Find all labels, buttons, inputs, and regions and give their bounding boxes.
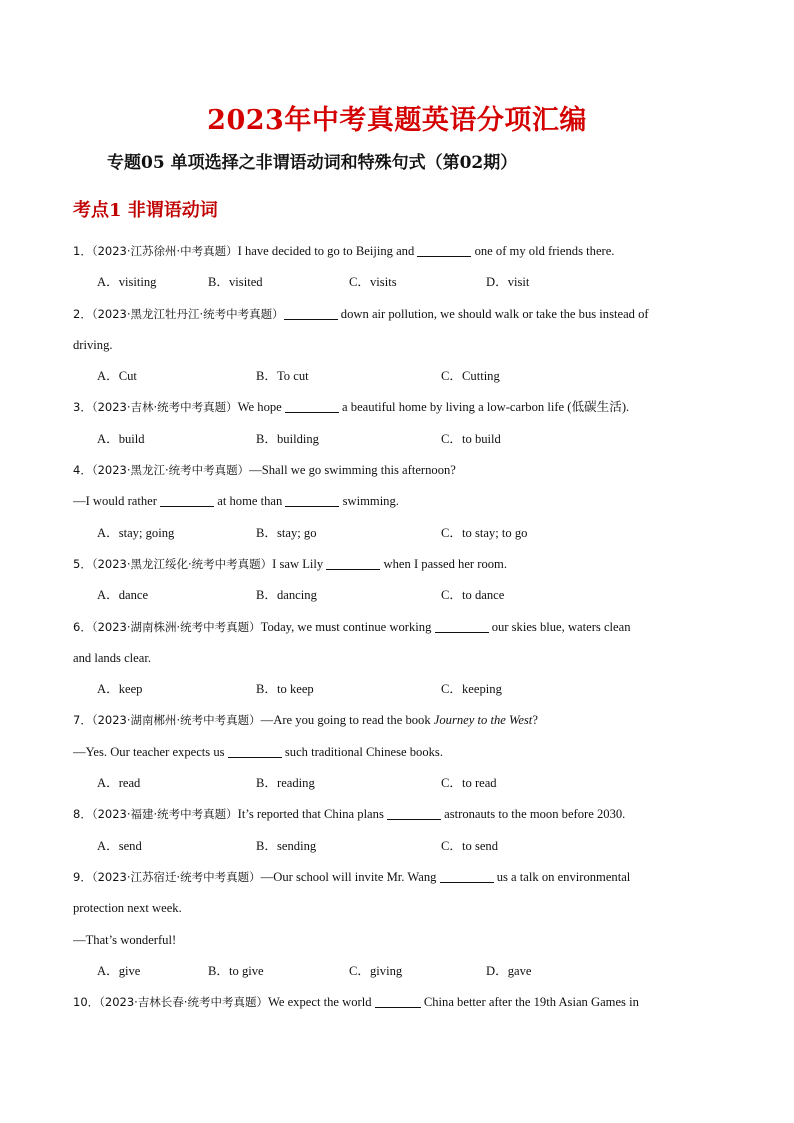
question-9-stem-cont: protection next week. <box>73 901 182 916</box>
question-source: 4．（2023·黑龙江·统考中考真题） <box>73 463 250 478</box>
question-4-stem: 4．（2023·黑龙江·统考中考真题）—Shall we go swimming this afternoon? <box>73 463 456 478</box>
question-7-options <box>73 770 733 801</box>
question-4-options <box>73 520 733 551</box>
question-source: 10．（2023·吉林长春·统考中考真题） <box>73 995 268 1010</box>
book-title: Journey to the West <box>433 713 533 728</box>
option-c[interactable]: C．to send <box>441 838 499 853</box>
option-d[interactable]: D．gave <box>486 963 532 978</box>
option-b[interactable]: B．sending <box>256 838 317 853</box>
question-8-options <box>73 833 733 864</box>
answer-blank <box>440 868 494 883</box>
question-source: 5．（2023·黑龙江绥化·统考中考真题） <box>73 556 273 571</box>
answer-blank <box>387 805 441 820</box>
answer-blank <box>375 993 421 1008</box>
option-d[interactable]: D．visit <box>486 275 530 290</box>
answer-blank <box>228 743 282 758</box>
question-source: 6．（2023·湖南株洲·统考中考真题） <box>73 619 261 634</box>
question-4-stem-cont: —I would rather at home than swimming. <box>73 494 399 509</box>
question-source: 1．（2023·江苏徐州·中考真题） <box>73 244 238 258</box>
answer-blank <box>160 492 214 507</box>
question-6-stem: 6．（2023·湖南株洲·统考中考真题）Today, we must continue working our skies blue, waters clean <box>73 619 631 634</box>
option-b[interactable]: B．to give <box>208 963 264 978</box>
option-a[interactable]: A．keep <box>97 682 143 697</box>
option-c[interactable]: C．giving <box>349 963 403 978</box>
answer-blank <box>326 555 380 570</box>
question-3-options <box>73 426 733 457</box>
option-c[interactable]: C．to dance <box>441 588 505 603</box>
option-c[interactable]: C．to read <box>441 776 497 791</box>
question-10-stem: 10．（2023·吉林长春·统考中考真题）We expect the world China better after the 19th Asian Games in <box>73 995 639 1010</box>
question-1-options <box>73 269 733 300</box>
question-list <box>73 238 733 1020</box>
answer-blank <box>284 305 338 320</box>
answer-blank <box>417 242 471 257</box>
option-a[interactable]: A．build <box>97 431 145 446</box>
option-b[interactable]: B．dancing <box>256 588 317 603</box>
option-c[interactable]: C．Cutting <box>441 369 500 384</box>
question-5-options <box>73 582 733 613</box>
question-source: 2．（2023·黑龙江牡丹江·统考中考真题） <box>73 306 284 321</box>
option-b[interactable]: B．building <box>256 431 319 446</box>
option-b[interactable]: B．visited <box>208 275 263 290</box>
question-9-options <box>73 958 733 989</box>
option-c[interactable]: C．keeping <box>441 682 502 697</box>
question-7-stem-cont: —Yes. Our teacher expects us such traditional Chinese books. <box>73 744 443 759</box>
question-9-stem: 9．（2023·江苏宿迁·统考中考真题）—Our school will invite Mr. Wang us a talk on environmental <box>73 869 631 884</box>
question-2-stem-cont: driving. <box>73 337 113 352</box>
question-8-stem: 8．（2023·福建·统考中考真题）It’s reported that China plans astronauts to the moon before 2030. <box>73 807 626 822</box>
option-a[interactable]: A．read <box>97 776 141 791</box>
section-heading: 考点1 非谓语动词 <box>73 200 218 221</box>
question-3-stem: 3．（2023·吉林·统考中考真题）We hope a beautiful home by living a low-carbon life (低碳生活). <box>73 400 630 415</box>
question-source: 9．（2023·江苏宿迁·统考中考真题） <box>73 869 261 884</box>
option-a[interactable]: A．give <box>97 963 141 978</box>
answer-blank <box>435 618 489 633</box>
option-a[interactable]: A．dance <box>97 588 149 603</box>
option-a[interactable]: A．stay; going <box>97 525 175 540</box>
option-c[interactable]: C．to stay; to go <box>441 525 528 540</box>
option-a[interactable]: A．visiting <box>97 275 157 290</box>
question-source: 3．（2023·吉林·统考中考真题） <box>73 400 238 415</box>
question-1-stem: 1．（2023·江苏徐州·中考真题）I have decided to go to Beijing and one of my old friends there. <box>73 244 615 258</box>
option-a[interactable]: A．Cut <box>97 369 137 384</box>
answer-blank <box>285 398 339 413</box>
question-9-reply: —That’s wonderful! <box>73 932 177 947</box>
document-subtitle: 专题05 单项选择之非谓语动词和特殊句式（第02期） <box>107 153 518 173</box>
option-c[interactable]: C．visits <box>349 275 397 290</box>
option-b[interactable]: B．To cut <box>256 369 309 384</box>
answer-blank <box>285 492 339 507</box>
question-6-options <box>73 676 733 707</box>
question-source: 7．（2023·湖南郴州·统考中考真题） <box>73 713 261 728</box>
option-c[interactable]: C．to build <box>441 431 501 446</box>
question-7-stem: 7．（2023·湖南郴州·统考中考真题）—Are you going to read the book Journey to the West? <box>73 713 538 728</box>
question-5-stem: 5．（2023·黑龙江绥化·统考中考真题）I saw Lily when I passed her room. <box>73 556 507 571</box>
question-source: 8．（2023·福建·统考中考真题） <box>73 807 238 822</box>
question-2-options <box>73 363 733 394</box>
option-b[interactable]: B．reading <box>256 776 315 791</box>
question-6-stem-cont: and lands clear. <box>73 650 151 665</box>
document-title: 2023年中考真题英语分项汇编 <box>207 105 587 136</box>
option-a[interactable]: A．send <box>97 838 142 853</box>
option-b[interactable]: B．to keep <box>256 682 314 697</box>
question-2-stem: 2．（2023·黑龙江牡丹江·统考中考真题） down air pollution, we should walk or take the bus instead of <box>73 306 649 321</box>
option-b[interactable]: B．stay; go <box>256 525 317 540</box>
